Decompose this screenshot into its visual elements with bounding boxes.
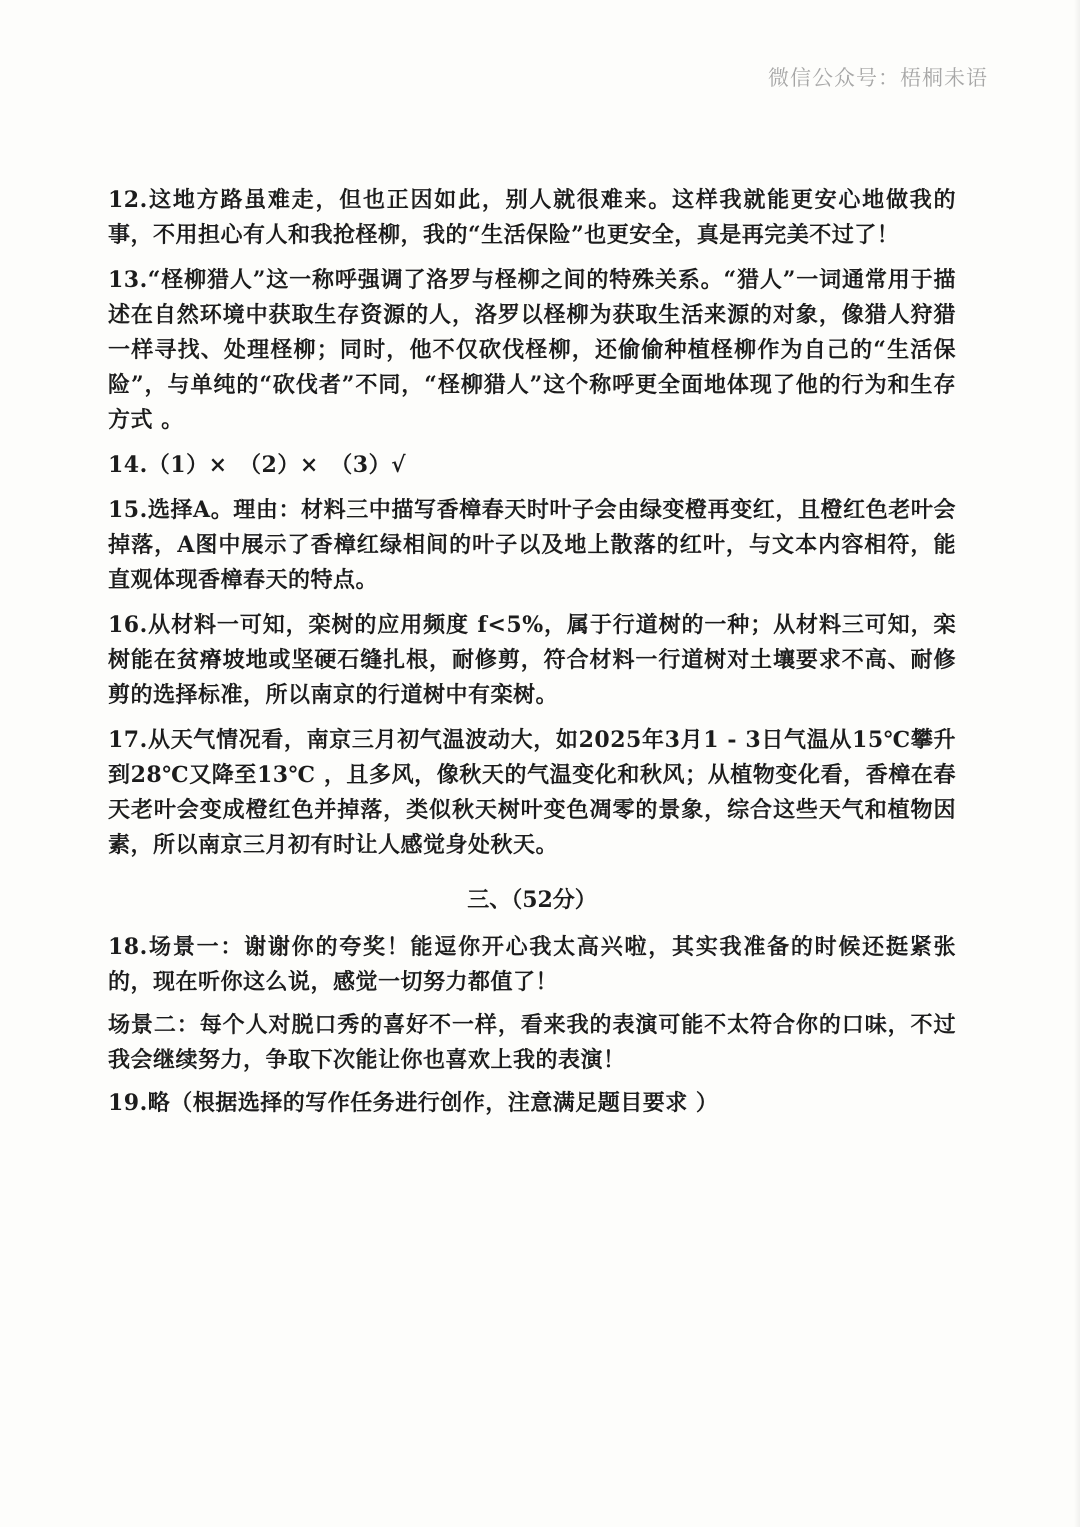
answer-14: 14.（1）× （2）× （3）√	[108, 452, 407, 478]
answer-19: 19.略（根据选择的写作任务进行创作，注意满足题目要求 ）	[108, 1090, 719, 1116]
answer-13: 13.“柽柳猎人”这一称呼强调了洛罗与柽柳之间的特殊关系。“猎人”一词通常用于描述在自然环境中获取生存资源的人，洛罗以柽柳为获取生活来源的对象，像猎人狩猎一样寻找、处理柽柳；同时，他不仅砍伐柽柳，还偷偷种植柽柳作为自己的“生活保险”，与单纯的“砍伐者”不同，“柽柳猎人”这个称呼更全面地体现了他的行为和生存方式 。	[108, 267, 956, 433]
answer-12: 12.这地方路虽难走，但也正因如此，别人就很难来。这样我就能更安心地做我的事，不用担心有人和我抢柽柳，我的“生活保险”也更安全，真是再完美不过了！	[108, 187, 956, 248]
scan-edge	[1074, 0, 1080, 1527]
watermark: 微信公众号：梧桐未语	[768, 66, 988, 90]
section-three-title: 三、（52分）	[467, 887, 597, 913]
answer-18-scene-2: 场景二：每个人对脱口秀的喜好不一样，看来我的表演可能不太符合你的口味，不过我会继续努力，争取下次能让你也喜欢上我的表演！	[108, 1012, 956, 1073]
answer-17: 17.从天气情况看，南京三月初气温波动大，如2025年3月1 - 3日气温从15℃攀升到28℃又降至13℃ ，且多风，像秋天的气温变化和秋风；从植物变化看，香樟在春天老叶会变成橙红色并掉落，类似秋天树叶变色凋零的景象，综合这些天气和植物因素，所以南京三月初有时让人感觉身处秋天。	[108, 727, 956, 858]
answer-16: 16.从材料一可知，栾树的应用频度 f<5%，属于行道树的一种；从材料三可知，栾树能在贫瘠坡地或坚硬石缝扎根，耐修剪，符合材料一行道树对土壤要求不高、耐修剪的选择标准，所以南京的行道树中有栾树。	[108, 612, 956, 708]
answer-sheet	[108, 183, 956, 1131]
answer-15: 15.选择A。理由：材料三中描写香樟春天时叶子会由绿变橙再变红，且橙红色老叶会掉落，A图中展示了香樟红绿相间的叶子以及地上散落的红叶，与文本内容相符，能直观体现香樟春天的特点。	[108, 497, 956, 593]
answer-18-scene-1: 18.场景一：谢谢你的夸奖！能逗你开心我太高兴啦，其实我准备的时候还挺紧张的，现在听你这么说，感觉一切努力都值了！	[108, 934, 956, 995]
